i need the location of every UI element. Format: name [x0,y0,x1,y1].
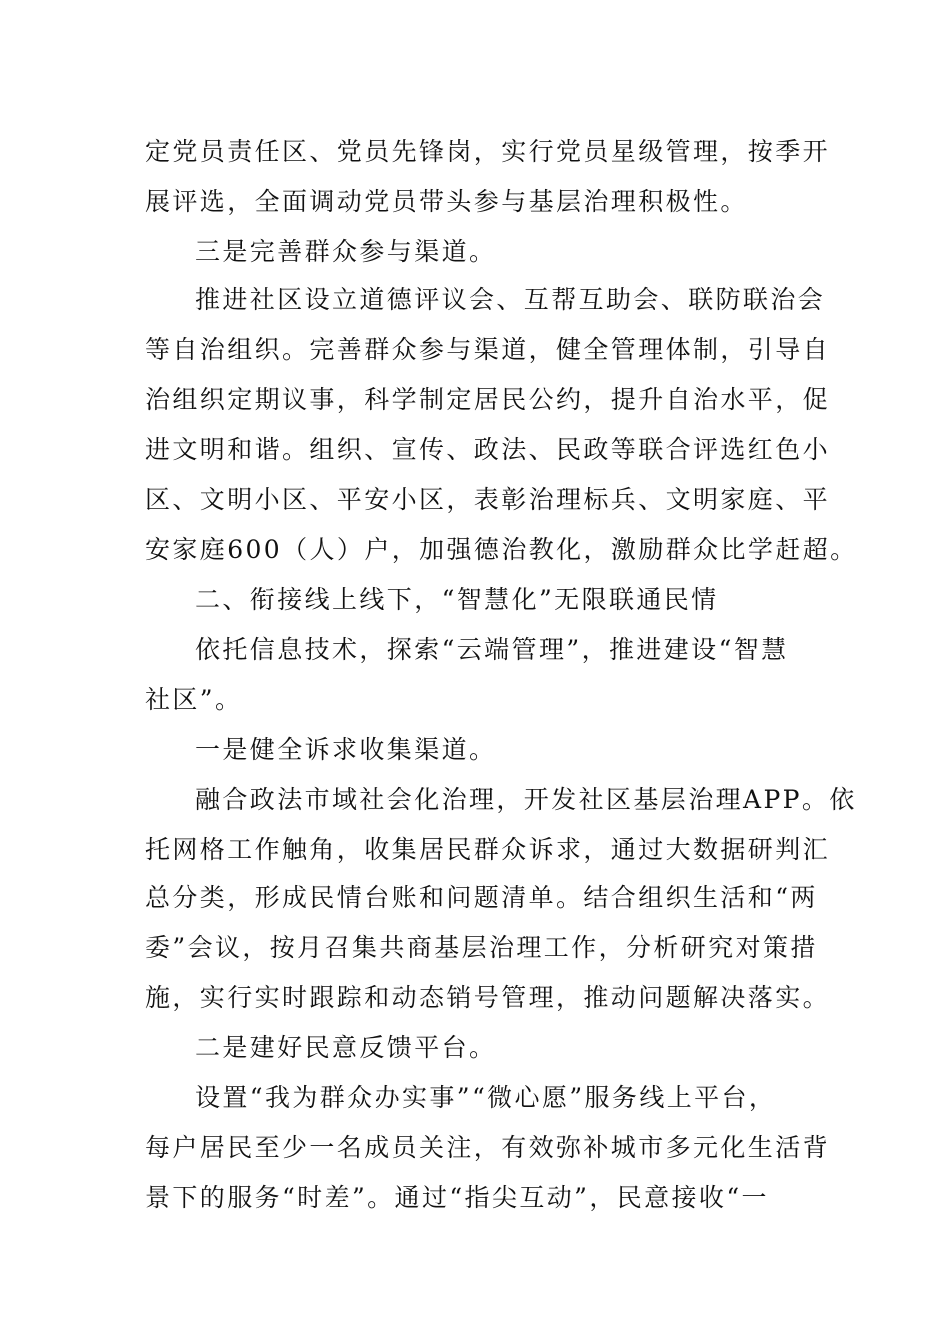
text-line-20: 设置“我为群众办实事”“微心愿”服务线上平台， [195,1083,777,1112]
text-line-8: 区、文明小区、平安小区，表彰治理标兵、文明家庭、平 [145,485,831,514]
text-line-5: 等自治组织。完善群众参与渠道，健全管理体制，引导自 [145,335,831,364]
text-line-18: 施，实行实时跟踪和动态销号管理，推动问题解决落实。 [145,983,831,1012]
subheading-feedback-platform: 二是建好民意反馈平台。 [195,1033,497,1062]
text-line-22: 景下的服务“时差”。通过“指尖互动”，民意接收“一 [145,1183,769,1212]
text-line-15: 托网格工作触角，收集居民群众诉求，通过大数据研判汇 [145,835,831,864]
text-line-16: 总分类，形成民情台账和问题清单。结合组织生活和“两 [145,883,818,912]
text-line-7: 进文明和谐。组织、宣传、政法、民政等联合评选红色小 [145,435,831,464]
text-line-6: 治组织定期议事，科学制定居民公约，提升自治水平，促 [145,385,831,414]
section-heading-smart: 二、衔接线上线下，“智慧化”无限联通民情 [195,585,719,614]
text-line-11: 依托信息技术，探索“云端管理”，推进建设“智慧 [195,635,789,664]
text-line-2: 展评选，全面调动党员带头参与基层治理积极性。 [145,187,748,216]
subheading-improve-participation: 三是完善群众参与渠道。 [195,237,497,266]
text-line-12: 社区”。 [145,685,243,714]
text-line-9: 安家庭600（人）户，加强德治教化，激励群众比学赶超。 [145,535,858,564]
text-line-17: 委”会议，按月召集共商基层治理工作，分析研究对策措 [145,933,818,962]
text-line-1: 定党员责任区、党员先锋岗，实行党员星级管理，按季开 [145,137,831,166]
subheading-collect-appeals: 一是健全诉求收集渠道。 [195,735,497,764]
text-line-14: 融合政法市域社会化治理，开发社区基层治理APP。依 [195,785,857,814]
text-line-21: 每户居民至少一名成员关注，有效弥补城市多元化生活背 [145,1133,831,1162]
text-line-4: 推进社区设立道德评议会、互帮互助会、联防联治会 [195,285,826,314]
